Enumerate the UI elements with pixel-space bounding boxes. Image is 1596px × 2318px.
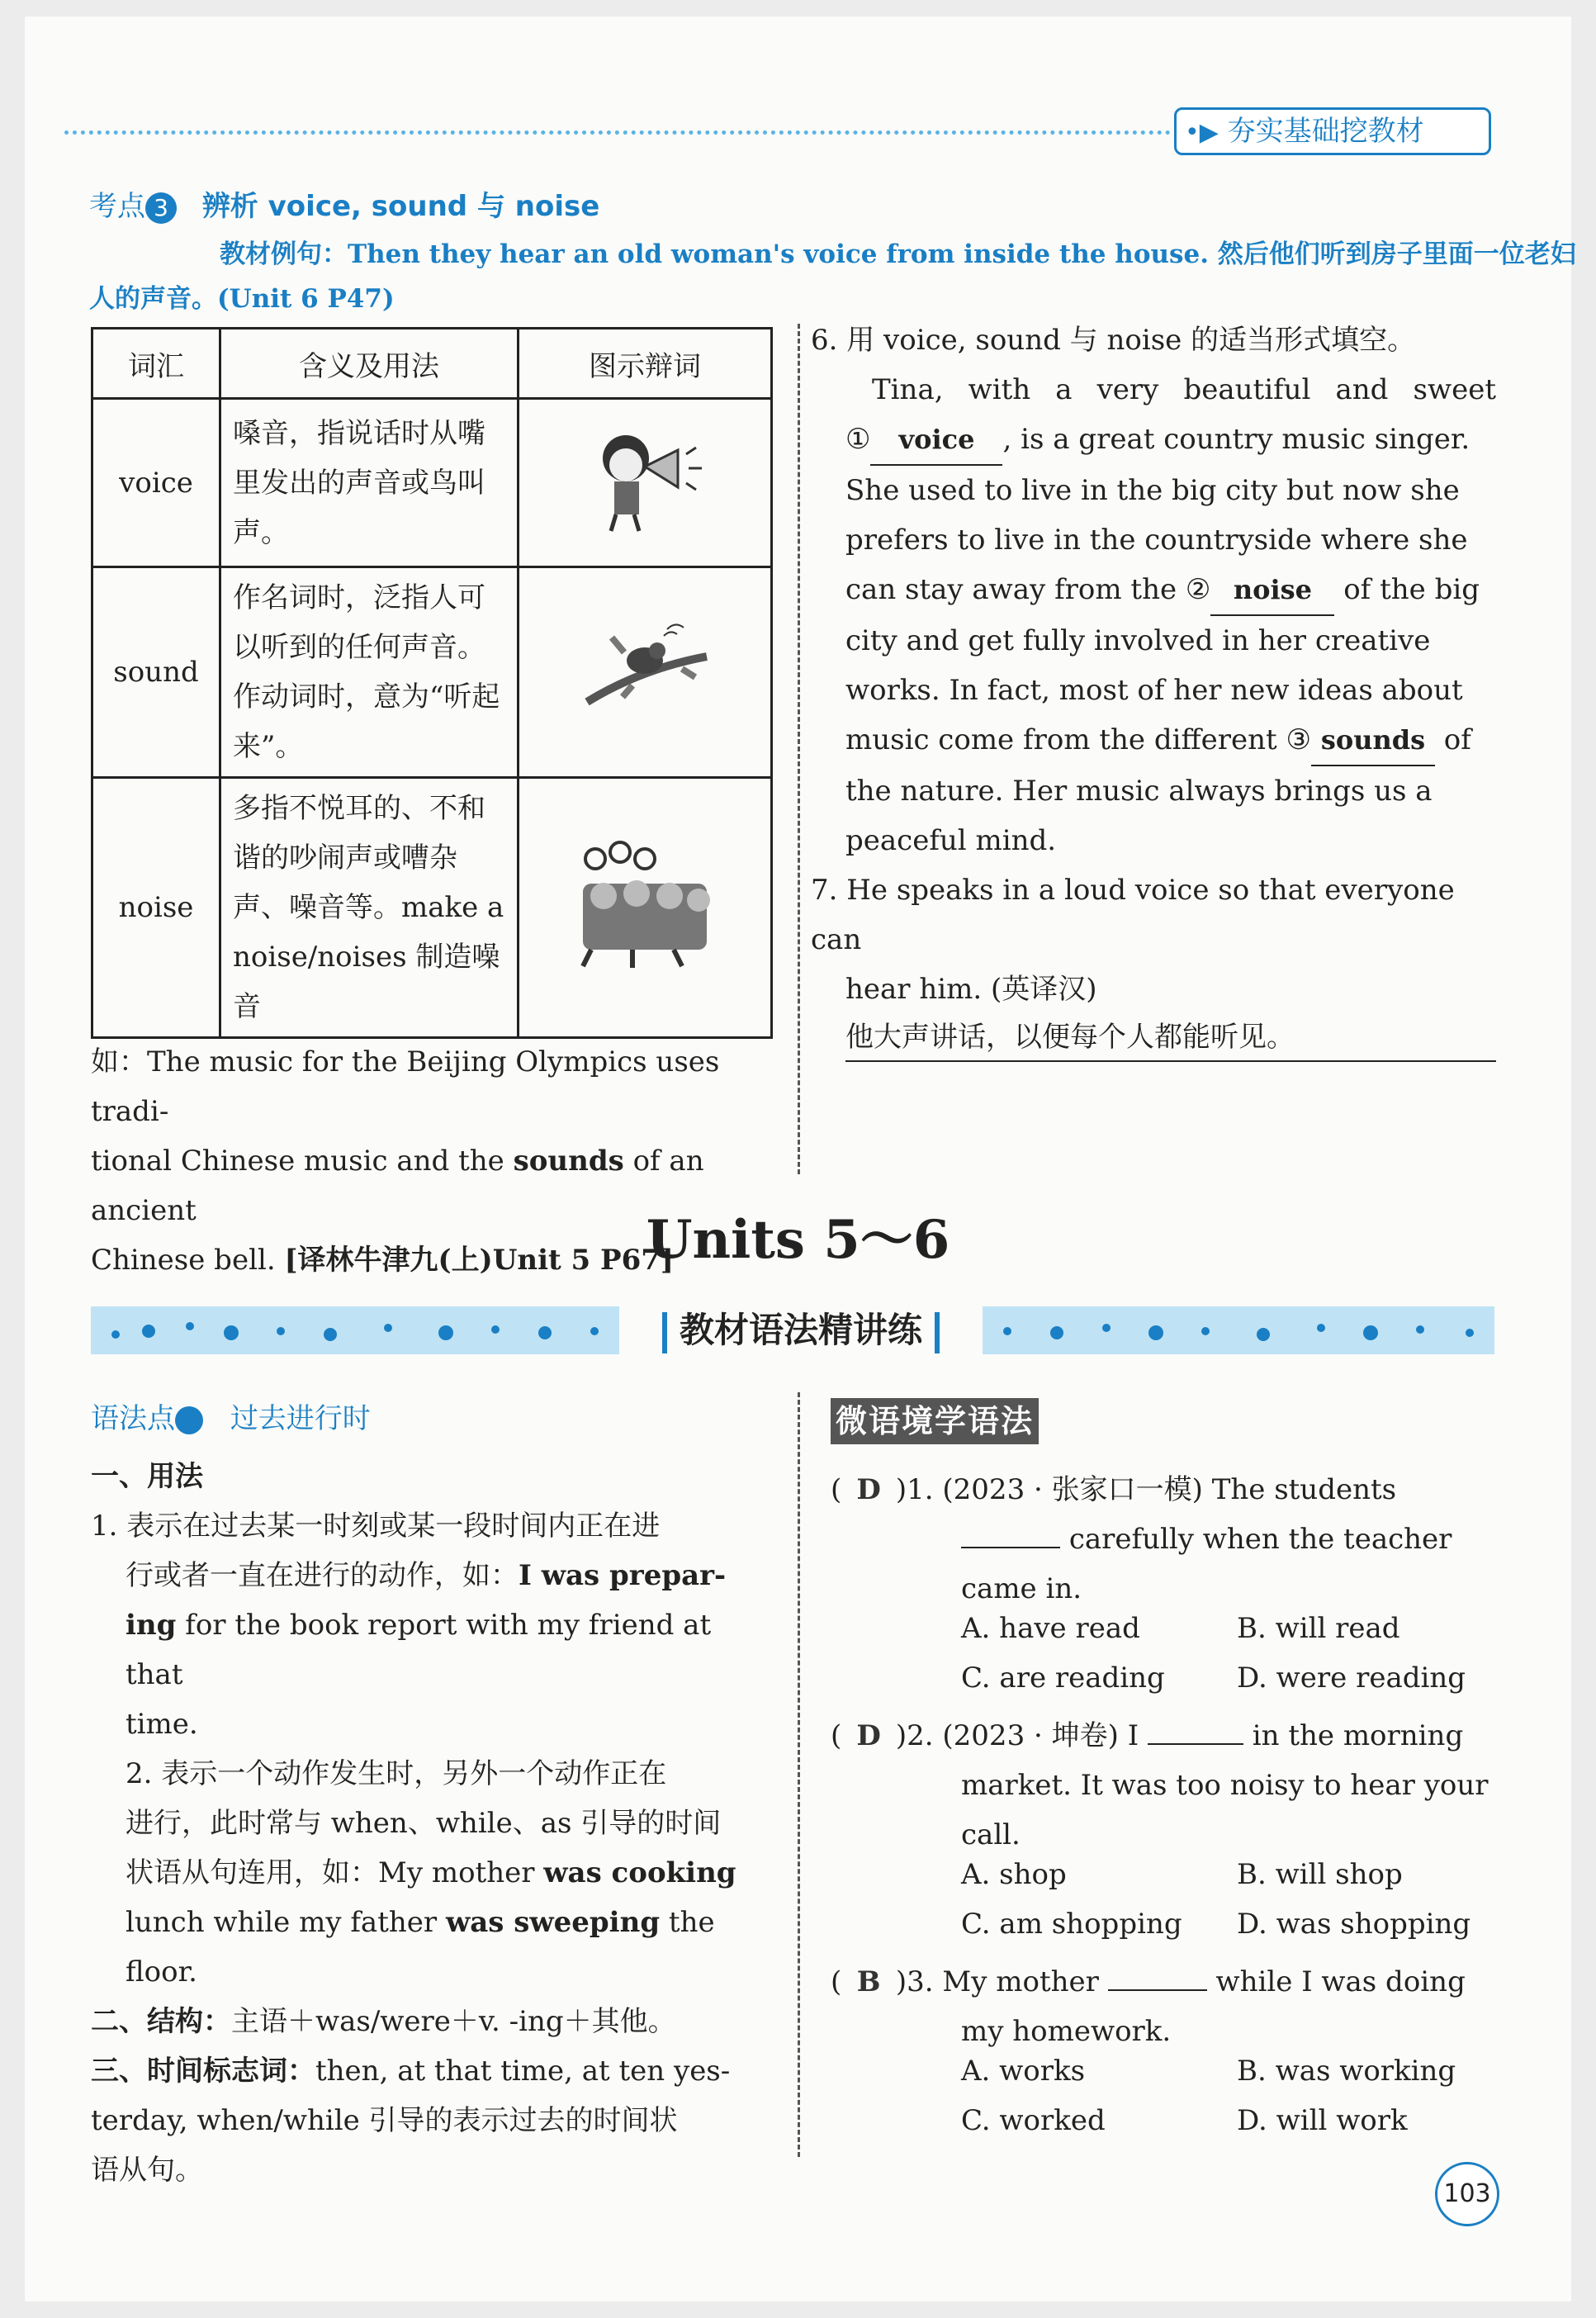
option-d[interactable]: D. will work (1237, 2104, 1408, 2137)
passage-text: of (1434, 723, 1471, 756)
grammar-text: then, at that time, at ten yes- (315, 2055, 731, 2088)
grammar-line (126, 1898, 773, 1947)
question-text: in the morning (1252, 1719, 1464, 1752)
passage-line: Tina, with a very beautiful and sweet (872, 373, 1496, 406)
grammar-text: lunch while my father (126, 1906, 446, 1939)
grammar-text: 状语从句连用，如：My mother (126, 1856, 544, 1889)
exercise-7-instruction: hear him. (英译汉) (845, 973, 1097, 1006)
option-d[interactable]: D. were reading (1237, 1661, 1466, 1695)
column-divider (798, 324, 800, 1174)
passage-text: can stay away from the ② (845, 573, 1211, 606)
header-dotted-rule (64, 130, 1171, 135)
question-text: )1. (2023 · 张家口一模) The students (895, 1473, 1397, 1506)
example-note-bold: sounds (513, 1145, 624, 1178)
meaning-cell: 嗓音，指说话时从嘴里发出的声音或鸟叫声。 (220, 399, 519, 567)
question-1 (831, 1465, 1499, 1614)
question-text: came in. (961, 1572, 1082, 1605)
question-2 (831, 1711, 1499, 1860)
exercise-7-answer: 他大声讲话，以便每个人都能听见。 (845, 1014, 1496, 1062)
passage-line (845, 415, 1496, 466)
answer-blank-2: noise (1210, 565, 1334, 616)
answer-blank-3: sounds (1311, 715, 1435, 766)
question-stem: ( B )3. My mother while I was doing (831, 1957, 1499, 2007)
question-stem: ( D )1. (2023 · 张家口一模) The students (831, 1465, 1499, 1515)
grammar-bold: ing (126, 1609, 177, 1642)
decorative-dots-left (99, 1315, 611, 1348)
point-heading (89, 183, 599, 224)
point-label: 考点 (89, 190, 145, 223)
passage-text: music come from the different ③ (845, 723, 1311, 756)
question-answer: D (856, 1719, 881, 1752)
word-cell: voice (92, 399, 220, 567)
option-a[interactable]: A. have read (961, 1612, 1140, 1645)
example-note-line1: 如：The music for the Beijing Olympics uses tradi- (91, 1045, 720, 1128)
decorative-dots-right (991, 1315, 1486, 1348)
answer-blank-1: voice (870, 415, 1002, 466)
vocab-table (91, 327, 773, 1039)
section-banner-text: 教材语法精讲练 (679, 1310, 922, 1350)
grammar-text: 行或者一直在进行的动作，如： (126, 1559, 519, 1592)
passage-line: peaceful mind. (845, 824, 1057, 857)
question-blank (1148, 1743, 1243, 1745)
example-note-text: tional Chinese music and the (91, 1145, 514, 1178)
section-banner (91, 1306, 1494, 1354)
meaning-cell: 作名词时，泛指人可以听到的任何声音。作动词时，意为“听起来”。 (220, 567, 519, 778)
banner-bar-left (662, 1312, 667, 1353)
grammar-section-markers: 三、时间标志词： (91, 2055, 315, 2088)
question-text: call. (961, 1818, 1021, 1851)
question-blank (1108, 1989, 1207, 1991)
passage-text: , is a great country music singer. (1002, 423, 1470, 456)
meaning-cell: 多指不悦耳的、不和谐的吵闹声或嘈杂声、噪音等。make a noise/noises 制造噪音 (220, 778, 519, 1038)
blank-number: ① (845, 423, 871, 456)
grammar-section-structure: 二、结构： (91, 2005, 231, 2038)
table-row (92, 778, 772, 1038)
option-b[interactable]: B. will shop (1237, 1858, 1403, 1891)
girl-megaphone-illustration (519, 399, 772, 567)
grammar-line: floor. (126, 1955, 197, 1989)
section-banner-label (619, 1300, 983, 1361)
play-arrow-icon: •▶ (1185, 118, 1219, 147)
option-c[interactable]: C. worked (961, 2104, 1106, 2137)
grammar-line (126, 1848, 773, 1898)
option-b[interactable]: B. was working (1237, 2055, 1456, 2088)
header-cell: 图示辩词 (519, 329, 772, 399)
banner-bar-right (935, 1312, 940, 1353)
passage-line: prefers to live in the countryside where she (845, 524, 1468, 557)
question-blank (961, 1547, 1060, 1548)
grammar-structure (91, 1997, 773, 2046)
passage-line: the nature. Her music always brings us a (845, 775, 1433, 808)
question-answer: B (856, 1965, 881, 1998)
question-text: while I was doing (1215, 1965, 1466, 1998)
grammar-line: 1. 表示在过去某一时刻或某一段时间内正在进 (91, 1510, 661, 1543)
section-header-label: 夯实基础挖教材 (1227, 115, 1424, 148)
option-c[interactable]: C. are reading (961, 1661, 1165, 1695)
grammar-label: 语法点 (91, 1402, 175, 1435)
grammar-text: for the book report with my friend at that (126, 1609, 712, 1691)
noisy-crowd-illustration (519, 778, 772, 1038)
table-row (92, 567, 772, 778)
passage-line: works. In fact, most of her new ideas about (845, 674, 1463, 707)
grammar-text: 主语＋was/were＋v. -ing＋其他。 (231, 2005, 676, 2038)
question-text: my homework. (961, 2015, 1172, 2048)
grammar-line: 2. 表示一个动作发生时，另外一个动作正在 (126, 1757, 667, 1790)
word-cell: noise (92, 778, 220, 1038)
example-note-text: of an ancient (91, 1145, 704, 1227)
question-stem: ( D )2. (2023 · 坤卷) I in the morning (831, 1711, 1499, 1761)
header-cell: 词汇 (92, 329, 220, 399)
option-a[interactable]: A. works (961, 2055, 1086, 2088)
grammar-point-badge (175, 1406, 203, 1434)
grammar-time-markers (91, 2046, 773, 2096)
example-note-source: [译林牛津九(上)Unit 5 P67] (284, 1244, 674, 1277)
bird-on-branch-illustration (519, 567, 772, 778)
units-title: Units 5～6 (646, 1209, 950, 1271)
grammar-line: 语从句。 (91, 2154, 203, 2187)
question-text: carefully when the teacher (1068, 1523, 1452, 1556)
passage-line (845, 565, 1496, 616)
grammar-section-usage: 一、用法 (91, 1460, 203, 1493)
word-cell: sound (92, 567, 220, 778)
point-title: 辨析 voice, sound 与 noise (201, 190, 600, 223)
textbook-example-line1: 教材例句：Then they hear an old woman's voice from inside the house. 然后他们听到房子里面一位老妇 (220, 239, 1576, 269)
question-answer: D (856, 1473, 881, 1506)
grammar-title: 过去进行时 (230, 1402, 371, 1435)
column-divider (798, 1392, 800, 2157)
option-c[interactable]: C. am shopping (961, 1908, 1182, 1941)
grammar-bold: I was prepar- (519, 1559, 727, 1592)
textbook-example-line2: 人的声音。(Unit 6 P47) (89, 284, 395, 314)
grammar-bold: was cooking (543, 1856, 736, 1889)
option-b[interactable]: B. will read (1237, 1612, 1400, 1645)
section-header-tag (1174, 107, 1491, 155)
table-header-row (92, 329, 772, 399)
grammar-bold: was sweeping (445, 1906, 661, 1939)
question-text: )3. My mother (895, 1965, 1099, 1998)
point-number: 3 (145, 192, 177, 224)
option-a[interactable]: A. shop (961, 1858, 1067, 1891)
grammar-heading (91, 1396, 371, 1436)
table-row (92, 399, 772, 567)
exercise-6 (811, 315, 1496, 1062)
grammar-line (126, 1551, 773, 1600)
grammar-line: 进行，此时常与 when、while、as 引导的时间 (126, 1807, 722, 1840)
header-cell: 含义及用法 (220, 329, 519, 399)
micro-context-label: 微语境学语法 (831, 1398, 1039, 1444)
question-text: market. It was too noisy to hear your (961, 1769, 1489, 1802)
question-text: )2. (2023 · 坤卷) I (895, 1719, 1139, 1752)
passage-line (845, 715, 1496, 766)
exercise-6-prompt: 6. 用 voice, sound 与 noise 的适当形式填空。 (811, 324, 1416, 357)
grammar-line: time. (126, 1708, 198, 1741)
grammar-line: terday, when/while 引导的表示过去的时间状 (91, 2104, 678, 2137)
page-number: 103 (1435, 2162, 1499, 2226)
option-d[interactable]: D. was shopping (1237, 1908, 1471, 1941)
passage-line: She used to live in the big city but now she (845, 474, 1460, 507)
exercise-7-prompt: 7. He speaks in a loud voice so that everyone can (811, 874, 1455, 956)
grammar-body (91, 1452, 773, 2195)
question-3 (831, 1957, 1499, 2056)
example-note-text: Chinese bell. (91, 1244, 285, 1277)
grammar-text: the (660, 1906, 715, 1939)
grammar-line (126, 1600, 773, 1699)
passage-text: of the big (1334, 573, 1480, 606)
question-stem (961, 1515, 1499, 1564)
passage-line: city and get fully involved in her creative (845, 624, 1431, 657)
